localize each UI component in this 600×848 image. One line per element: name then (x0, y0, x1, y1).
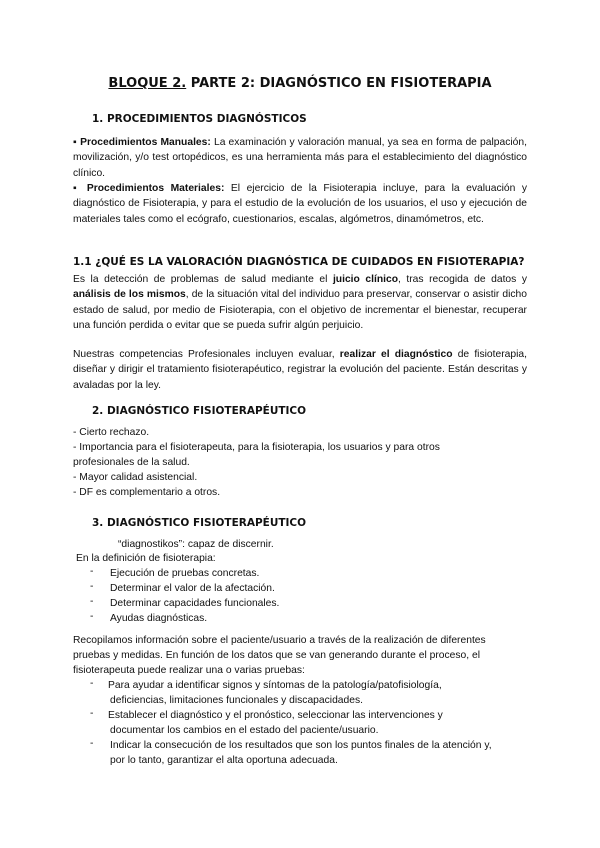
bold-run: juicio clínico (332, 274, 398, 285)
list-item: - Mayor calidad asistencial. (73, 472, 198, 483)
etymology-line: “diagnostikos”: capaz de discernir. (118, 539, 274, 550)
bold-run: análisis de los mismos (73, 289, 186, 301)
dash-bullet-icon: - (90, 738, 94, 749)
list-item: Determinar el valor de la afectación. (110, 583, 275, 594)
list-item: Ayudas diagnósticas. (110, 613, 208, 624)
page-title (0, 76, 600, 91)
list-item: por lo tanto, garantizar el alta oportuna adecuada. (110, 755, 338, 766)
title-rest: PARTE 2: DIAGNÓSTICO EN FISIOTERAPIA (186, 76, 492, 91)
text-run: , tras recogida de datos y (397, 274, 527, 285)
paragraph-line: fisioterapeuta puede realizar una o varias pruebas: (73, 665, 305, 676)
list-item: Ejecución de pruebas concretas. (110, 568, 260, 579)
dash-bullet-icon: - (90, 596, 94, 607)
manual-label: Procedimientos Manuales: (80, 137, 211, 148)
list-item: - Cierto rechazo. (73, 427, 150, 438)
manual-text: La examinación y valoración manual, ya sea en forma de palpación, movilización, y/o test ortopédicos, es una herramienta más para el establecimiento del diagnóstico clínico. (73, 137, 527, 179)
square-bullet-icon: ▪ (73, 183, 81, 194)
list-item: Para ayudar a identificar signos y síntomas de la patología/patofisiología, (108, 680, 442, 691)
assessment-paragraph (73, 272, 527, 334)
section-1-1-heading: 1.1 ¿QUÉ ES LA VALORACIÓN DIAGNÓSTICA DE CUIDADOS EN FISIOTERAPIA? (73, 256, 525, 268)
section-3-heading: 3. DIAGNÓSTICO FISIOTERAPÉUTICO (92, 517, 307, 529)
paragraph-line: Recopilamos información sobre el paciente/usuario a través de la realización de diferentes (73, 635, 486, 646)
section-1-heading: 1. PROCEDIMIENTOS DIAGNÓSTICOS (92, 113, 307, 125)
definition-line: En la definición de fisioterapia: (76, 553, 216, 564)
list-item: profesionales de la salud. (73, 457, 190, 468)
text-run: , de la situación vital del individuo para preservar, conservar o asistir dicho estado de salud, por medio de Fisioterapia, con el objetivo de incrementar el bienestar, recuperar una función perdida o evitar que se pueda sufrir algún perjuicio. (73, 289, 528, 332)
material-label: Procedimientos Materiales: (86, 183, 225, 194)
material-paragraph (73, 181, 527, 227)
dash-bullet-icon: - (90, 611, 94, 622)
list-item: Determinar capacidades funcionales. (110, 598, 280, 609)
text-run: de fisioterapia, diseñar y dirigir el tratamiento fisioterapéutico, registrar la evolución del paciente. Están descritas y avaladas por la ley. (73, 349, 527, 391)
title-block: BLOQUE 2. (108, 76, 187, 91)
list-item: Establecer el diagnóstico y el pronóstico, seleccionar las intervenciones y (108, 710, 443, 721)
list-item: - DF es complementario a otros. (73, 487, 221, 498)
dash-bullet-icon: - (90, 708, 94, 719)
square-bullet-icon: ▪ (73, 137, 77, 148)
manual-paragraph (73, 135, 527, 181)
list-item: deficiencias, limitaciones funcionales y discapacidades. (110, 695, 363, 706)
paragraph-line: pruebas y medidas. En función de los datos que se van generando durante el proceso, el (73, 650, 480, 661)
dash-bullet-icon: - (90, 566, 94, 577)
dash-bullet-icon: - (90, 581, 94, 592)
bold-run: realizar el diagnóstico (339, 349, 453, 360)
text-run: Es la detección de problemas de salud mediante el (73, 274, 333, 285)
text-run: Nuestras competencias Profesionales incluyen evaluar, (73, 349, 340, 360)
section-2-heading: 2. DIAGNÓSTICO FISIOTERAPÉUTICO (92, 405, 307, 417)
list-item: documentar los cambios en el estado del paciente/usuario. (110, 725, 379, 736)
competencies-paragraph (73, 347, 527, 393)
list-item: Indicar la consecución de los resultados que son los puntos finales de la atención y, (110, 740, 492, 751)
material-text: El ejercicio de la Fisioterapia incluye, para la evaluación y diagnóstico de Fisioterapia, y para el estudio de la evolución de los usuarios, el uso y ejecución de materiales tales como el ecógrafo, cuestionarios, escalas, algómetros, dinamómetros, etc. (73, 183, 528, 225)
list-item: - Importancia para el fisioterapeuta, para la fisioterapia, los usuarios y para otros (73, 442, 440, 453)
dash-bullet-icon: - (90, 678, 94, 689)
